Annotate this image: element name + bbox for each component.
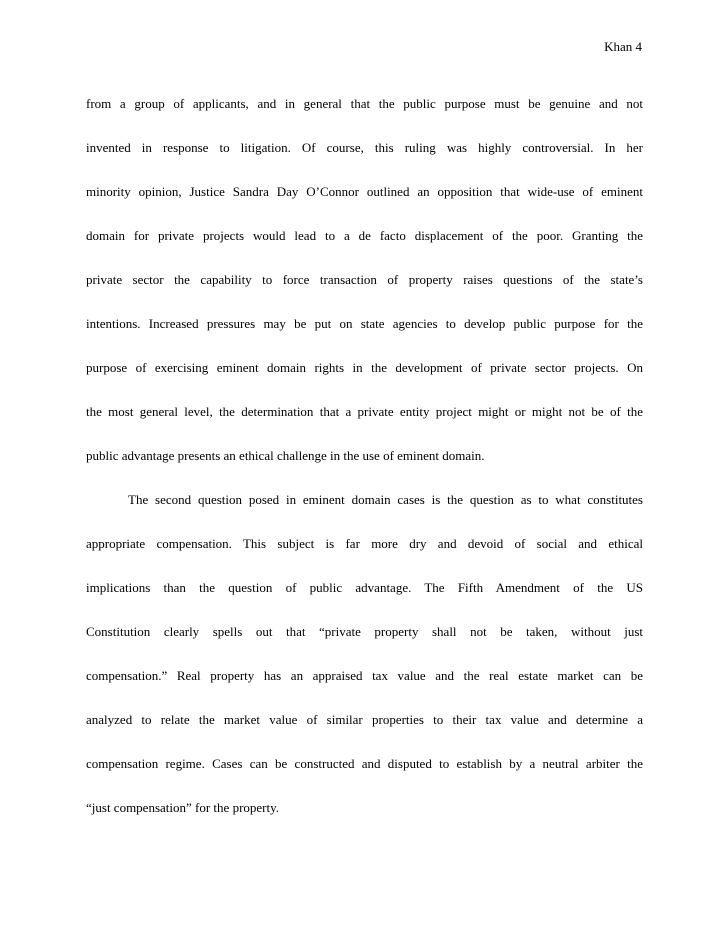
- text-line: purpose of exercising eminent domain rights in the development of private sector projects. On: [86, 360, 643, 375]
- text-line: compensation regime. Cases can be constructed and disputed to establish by a neutral arbiter the: [86, 756, 643, 771]
- text-line: the most general level, the determination that a private entity project might or might not be of the: [86, 404, 643, 419]
- text-line: appropriate compensation. This subject is far more dry and devoid of social and ethical: [86, 536, 643, 551]
- text-line: implications than the question of public advantage. The Fifth Amendment of the US: [86, 580, 643, 595]
- text-line: intentions. Increased pressures may be put on state agencies to develop public purpose for the: [86, 316, 643, 331]
- text-line: compensation.” Real property has an appraised tax value and the real estate market can be: [86, 668, 643, 683]
- text-line: public advantage presents an ethical challenge in the use of eminent domain.: [86, 448, 485, 463]
- text-line: from a group of applicants, and in general that the public purpose must be genuine and not: [86, 96, 643, 111]
- text-line: private sector the capability to force transaction of property raises questions of the state’s: [86, 272, 643, 287]
- text-line: invented in response to litigation. Of course, this ruling was highly controversial. In her: [86, 140, 643, 155]
- text-line: analyzed to relate the market value of similar properties to their tax value and determine a: [86, 712, 643, 727]
- paragraph-first-line: The second question posed in eminent domain cases is the question as to what constitutes: [128, 492, 643, 507]
- running-head: Khan 4: [604, 39, 642, 54]
- body-text: [86, 96, 643, 844]
- text-line: “just compensation” for the property.: [86, 800, 280, 815]
- text-line: Constitution clearly spells out that “private property shall not be taken, without just: [86, 624, 643, 639]
- text-line: domain for private projects would lead to a de facto displacement of the poor. Granting the: [86, 228, 643, 243]
- text-line: minority opinion, Justice Sandra Day O’Connor outlined an opposition that wide-use of eminent: [86, 184, 643, 199]
